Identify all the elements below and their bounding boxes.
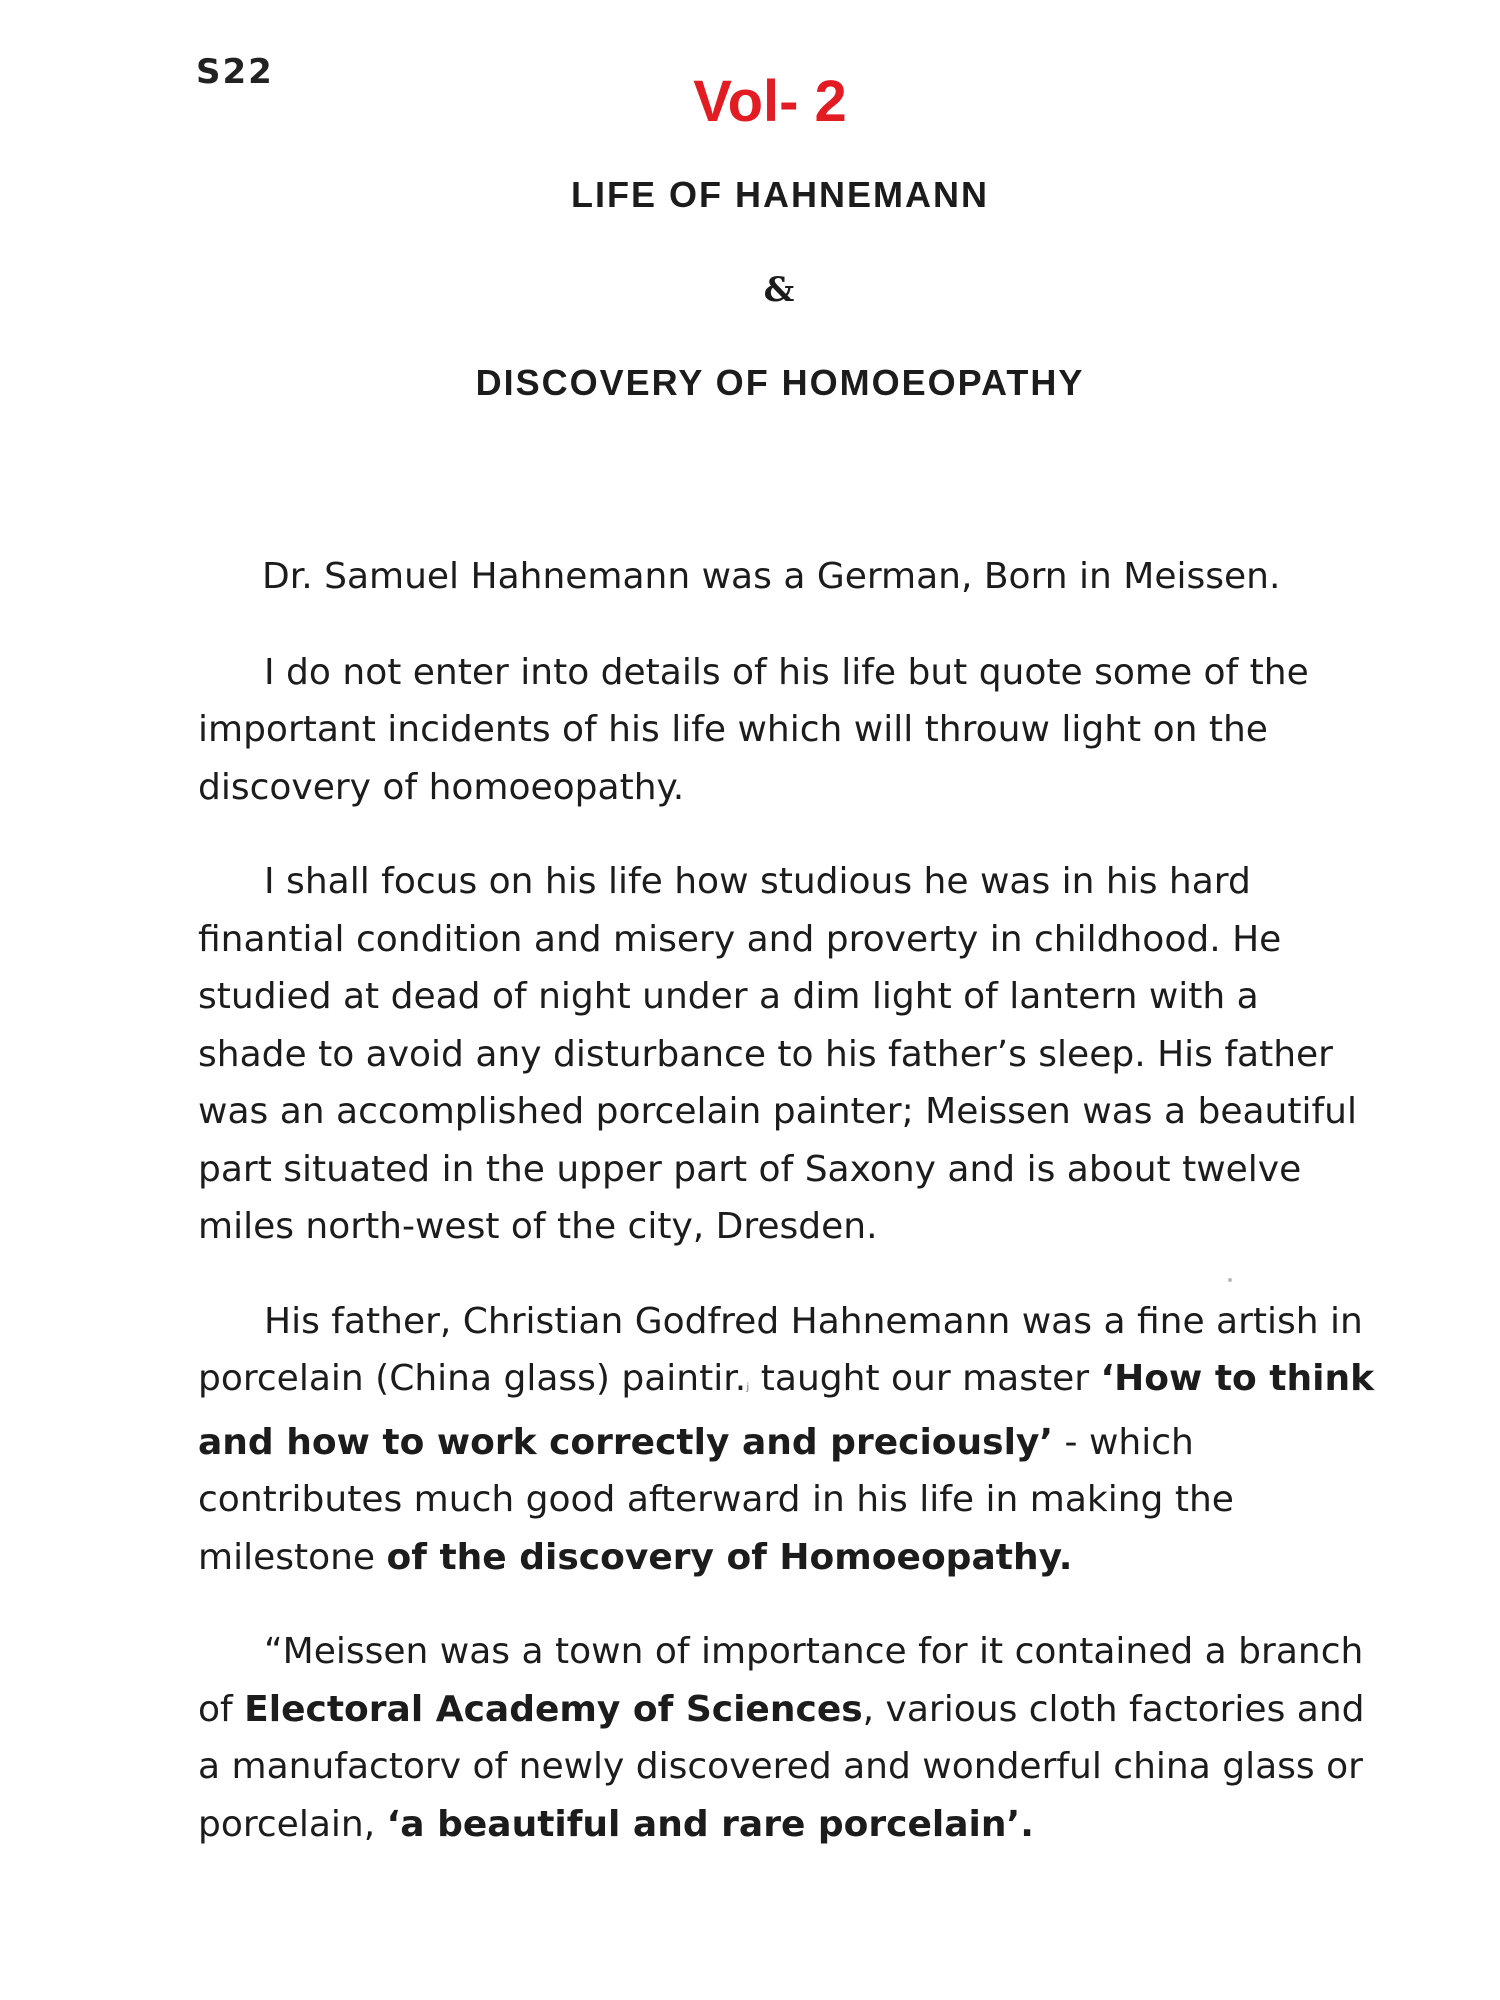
paragraph-5-text-1: “Meissen was a town of importance for it contained a branch of [198, 1631, 1364, 1730]
paragraph-3: I shall focus on his life how studious he was in his hard finantial condition and misery and proverty in childhood. He studied at dead of night under a dim light of lantern with a shade to avoid any disturbance to his father’s sleep. His father was an accomplished porcelain painter; Meissen was a beautiful part situated in the upper part of Saxony and is about twelve miles north-west of the city, Dresden. [198, 861, 1357, 1247]
volume-label: Vol- 2 [693, 69, 847, 134]
paragraph-4-text-1: His father, Christian Godfred Hahnemann was a fine artish in porcelain (China glass) paintir. [198, 1300, 1363, 1399]
paragraph-5 [198, 1623, 1378, 1853]
paragraph-1: Dr. Samuel Hahnemann was a German, Born in Meissen. [262, 556, 1281, 597]
paragraph-4-text-3: - which contributes much good afterward in his life in making the milestone [198, 1421, 1234, 1578]
title-ampersand: & [763, 270, 797, 310]
chapter-title: LIFE OF HAHNEMANN [571, 174, 989, 215]
page-number: S22 [196, 52, 274, 92]
chapter-subtitle: DISCOVERY OF HOMOEOPATHY [475, 362, 1085, 403]
paragraph-4 [198, 1293, 1378, 1587]
scan-speck [1228, 1278, 1232, 1282]
paragraph-2: I do not enter into details of his life but quote some of the important incidents of his life which will throuw light on the discovery of homoeopathy. [198, 651, 1309, 808]
paragraph-4-text-2: taught our master [749, 1358, 1101, 1399]
paragraph-4-emphasis-1: ‘How to think and how to work correctly and preciously’ [198, 1358, 1375, 1463]
paragraph-5-emphasis-2: ‘a beautiful and rare porcelain’. [386, 1803, 1034, 1845]
body-text [198, 548, 1378, 1890]
paragraph-5-emphasis-1: Electoral Academy of Sciences [244, 1688, 863, 1730]
paragraph-4-emphasis-2: of the discovery of Homoeopathy. [386, 1536, 1073, 1578]
print-artifact: ⱼ [746, 1374, 750, 1395]
paragraph-5-text-2: , various cloth factories and a manufactorv of newly discovered and wonderful china glass or porcelain, [198, 1688, 1365, 1845]
